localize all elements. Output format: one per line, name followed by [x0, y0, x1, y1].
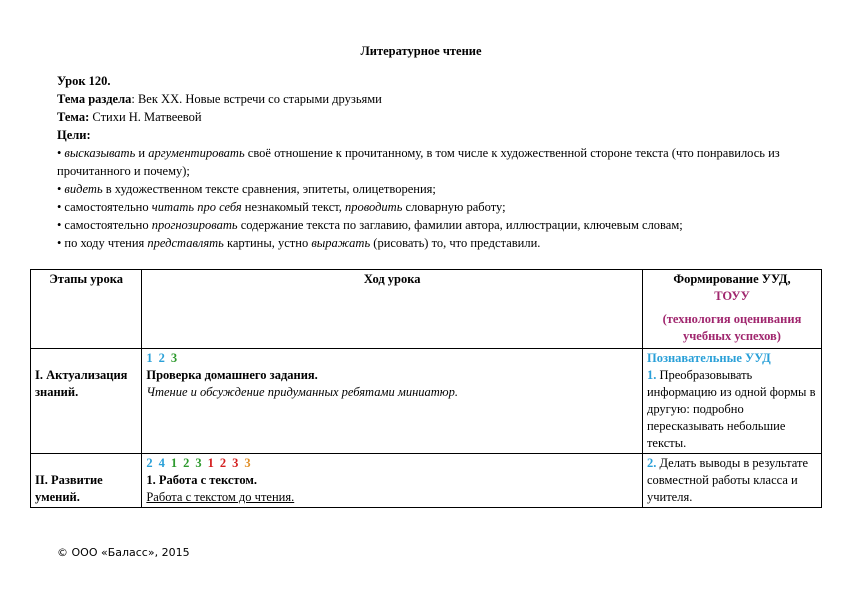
- header-stages: Этапы урока: [31, 270, 142, 349]
- lesson-number: Урок 120.: [57, 74, 111, 88]
- uud-numbers: [146, 455, 638, 472]
- goal-text: и: [135, 146, 149, 160]
- uud-number-mark: 3: [170, 351, 178, 365]
- header-uud-title: Формирование УУД,: [673, 272, 791, 286]
- goals-label: Цели:: [57, 128, 91, 142]
- goal-item: [57, 180, 787, 198]
- uud-number-mark: 2: [219, 456, 227, 470]
- table-header-row: [31, 270, 822, 349]
- goal-text: своё отношение к прочитанному, в том числе к художественной стороне текста (что понравилось из прочитанного и почему);: [57, 146, 780, 178]
- table-row: [31, 454, 822, 508]
- goal-text: самостоятельно: [64, 218, 152, 232]
- copyright-footer: © ООО «Баласс», 2015: [57, 546, 190, 559]
- row-text: Работа с текстом до чтения.: [146, 490, 295, 504]
- uud-cell: [642, 454, 821, 508]
- goal-text: картины, устно: [223, 236, 312, 250]
- goal-text: видеть: [64, 182, 103, 196]
- uud-numbers: [146, 350, 638, 367]
- goal-item: [57, 144, 787, 180]
- header-uud: [642, 270, 821, 349]
- topic-line: [57, 108, 787, 126]
- uud-number-mark: 1: [207, 456, 214, 470]
- uud-item: [647, 367, 817, 452]
- uud-number: 1.: [646, 368, 657, 382]
- process-cell: [142, 454, 643, 508]
- page-title: Литературное чтение: [360, 44, 482, 58]
- goal-text: в художественном тексте сравнения, эпитеты, олицетворения;: [102, 182, 436, 196]
- goal-text: словарную работу;: [402, 200, 506, 214]
- uud-number: 2.: [646, 456, 657, 470]
- uud-number-mark: 1: [146, 351, 153, 365]
- goal-text: самостоятельно: [64, 200, 152, 214]
- header-touu: ТОУУ: [714, 289, 750, 303]
- section-label: Тема раздела: [57, 92, 132, 106]
- section-value: : Век XX. Новые встречи со старыми друзьями: [131, 92, 382, 106]
- goal-text: незнакомый текст,: [241, 200, 346, 214]
- goal-text: проводить: [345, 200, 403, 214]
- goal-text: (рисовать) то, что представили.: [370, 236, 541, 250]
- uud-number-mark: 2: [146, 456, 153, 470]
- section-line: [57, 90, 787, 108]
- row-heading: Проверка домашнего задания.: [146, 368, 318, 382]
- uud-number-mark: 3: [232, 456, 239, 470]
- goal-text: по ходу чтения: [64, 236, 148, 250]
- goal-text: аргументировать: [148, 146, 245, 160]
- table-row: [31, 349, 822, 454]
- goal-item: [57, 198, 787, 216]
- stage-cell: I. Актуализация знаний.: [31, 349, 142, 454]
- uud-number-mark: 4: [158, 456, 165, 470]
- lesson-intro: [57, 72, 787, 252]
- uud-number-mark: 3: [244, 456, 251, 470]
- process-cell: [142, 349, 643, 454]
- header-process: Ход урока: [142, 270, 643, 349]
- goal-text: представлять: [147, 236, 224, 250]
- uud-title: Познавательные УУД: [646, 351, 771, 365]
- header-touu-full: (технология оценивания учебных успехов): [662, 312, 802, 343]
- stage-cell: II. Развитие умений.: [31, 454, 142, 508]
- goal-text: содержание текста по заглавию, фамилии автора, иллюстрации, ключевым словам;: [237, 218, 683, 232]
- goal-item: [57, 234, 787, 252]
- uud-number-mark: 1: [170, 456, 178, 470]
- uud-number-mark: 2: [183, 456, 190, 470]
- goal-text: высказывать: [64, 146, 136, 160]
- goal-item: [57, 216, 787, 234]
- topic-label: Тема:: [57, 110, 90, 124]
- uud-number-mark: 2: [158, 351, 165, 365]
- goal-text: читать про себя: [151, 200, 242, 214]
- lesson-table: [30, 269, 822, 508]
- topic-value: Стихи Н. Матвеевой: [89, 110, 202, 124]
- goal-text: прогнозировать: [151, 218, 238, 232]
- uud-text: Преобразовывать информацию из одной формы в другую: подробно пересказывать небольшие тексты.: [646, 368, 816, 450]
- goal-text: выражать: [311, 236, 371, 250]
- uud-text: Делать выводы в результате совместной работы класса и учителя.: [646, 456, 809, 504]
- uud-item: [647, 455, 817, 506]
- row-heading: 1. Работа с текстом.: [146, 473, 258, 487]
- uud-number-mark: 3: [195, 456, 202, 470]
- row-text: Чтение и обсуждение придуманных ребятами миниатюр.: [146, 385, 458, 399]
- goals-list: [57, 144, 787, 252]
- uud-cell: [642, 349, 821, 454]
